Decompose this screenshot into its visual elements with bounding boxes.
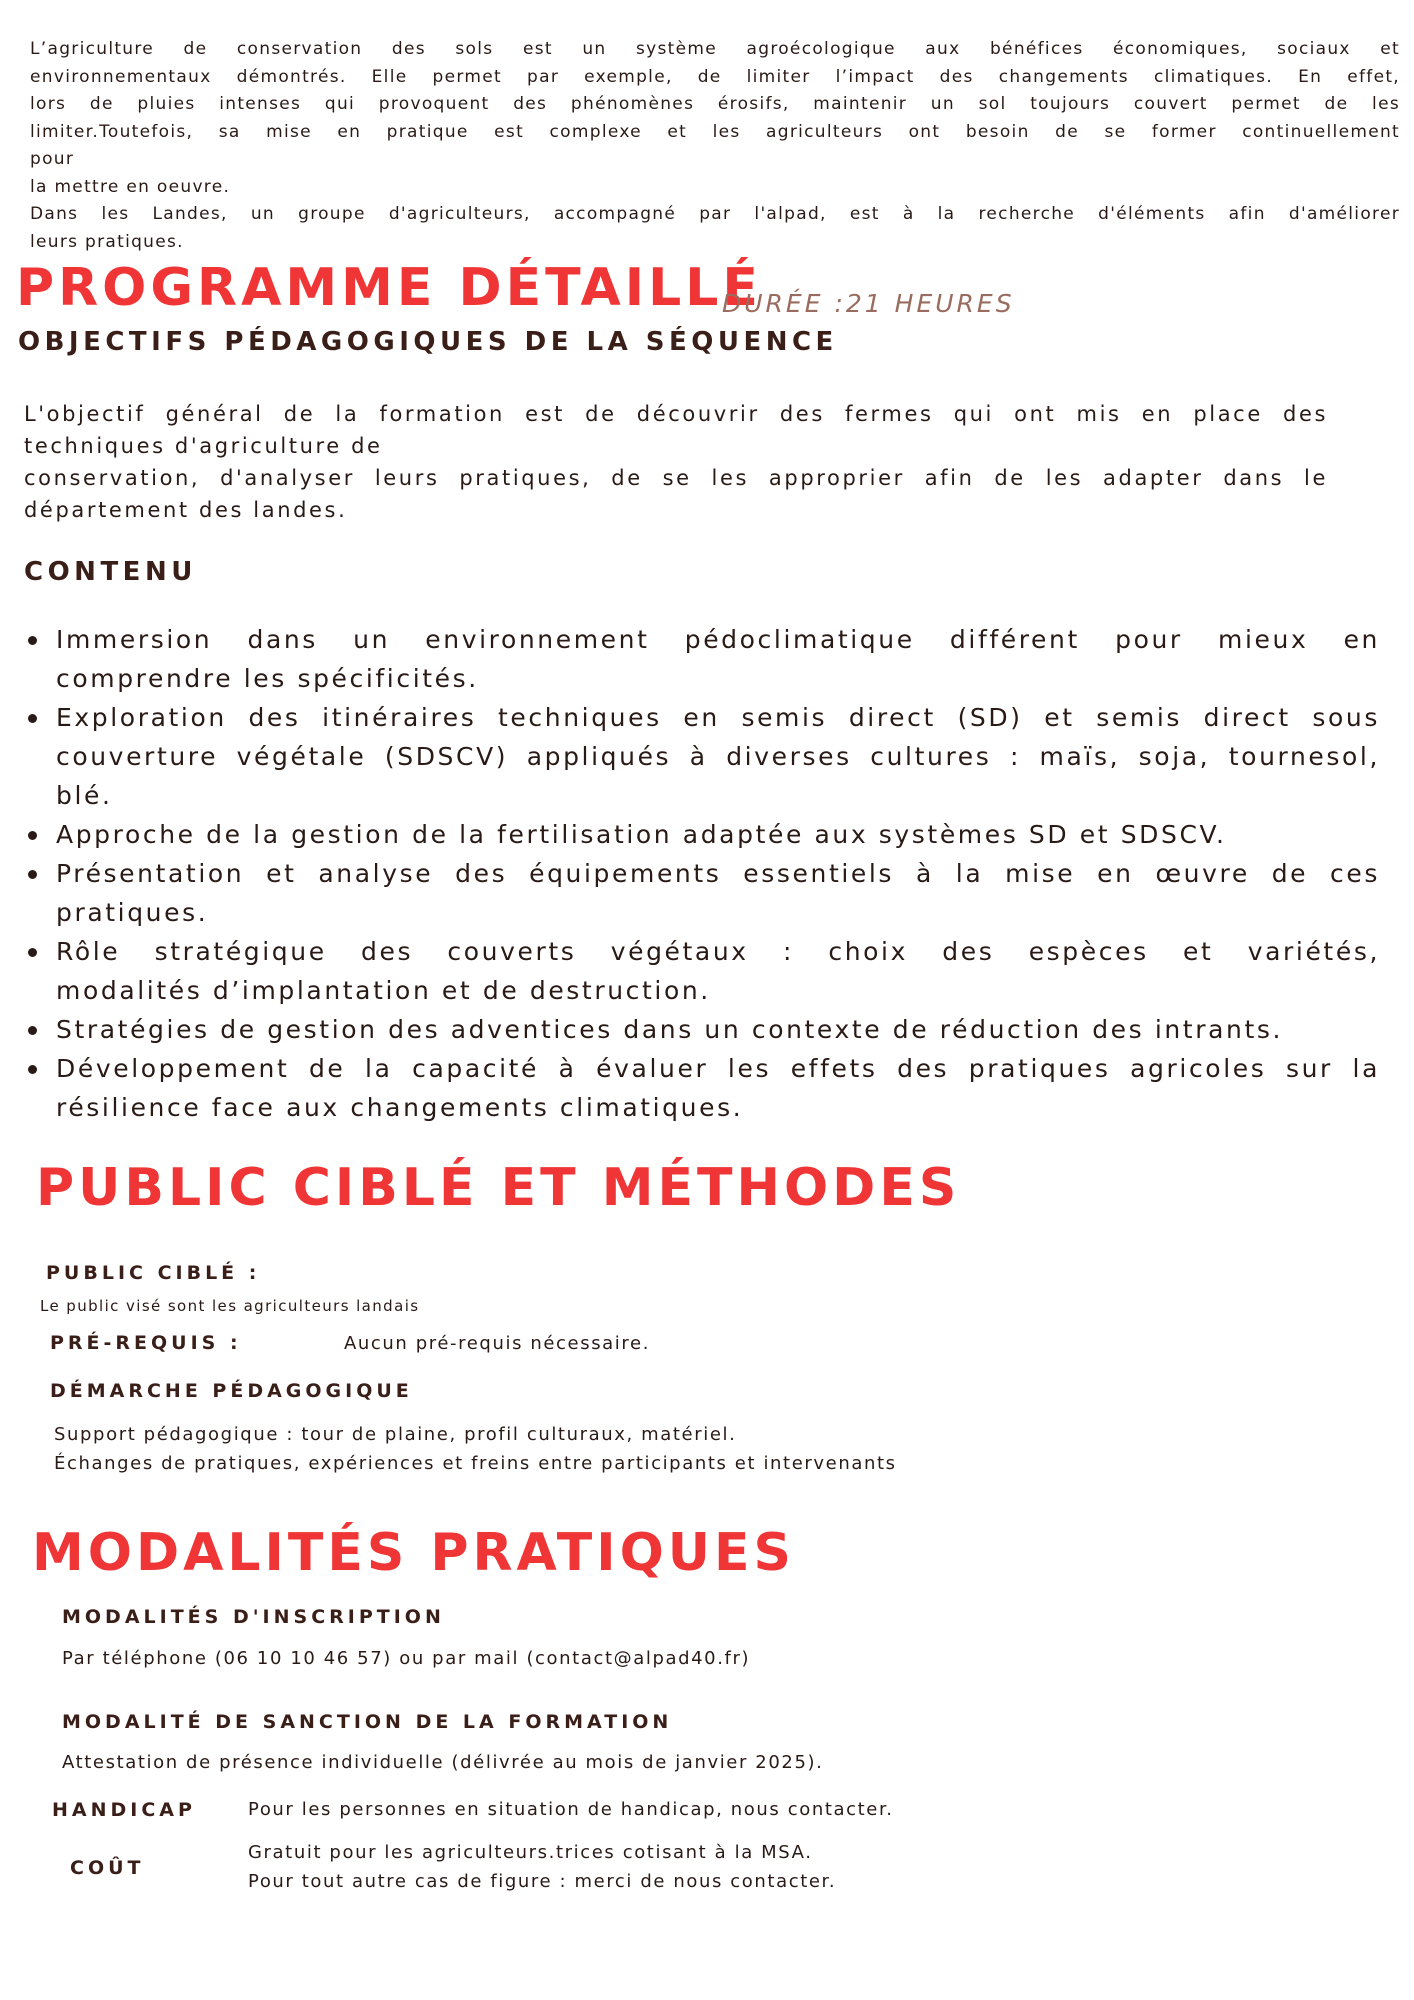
content-line: blé. <box>56 781 113 810</box>
content-item <box>24 854 1380 932</box>
content-item <box>24 932 1380 1010</box>
content-item <box>24 1049 1380 1127</box>
method-text <box>54 1420 897 1478</box>
content-line: Immersion dans un environnement pédoclimatique différent pour mieux en <box>56 625 1380 654</box>
intro-line: L’agriculture de conservation des sols est un système agroécologique aux bénéfices économiques, sociaux et <box>30 39 1400 59</box>
content-line: Stratégies de gestion des adventices dans un contexte de réduction des intrants. <box>56 1015 1284 1044</box>
content-item <box>24 620 1380 698</box>
content-line: Développement de la capacité à évaluer les effets des pratiques agricoles sur la <box>56 1054 1380 1083</box>
content-line: Exploration des itinéraires techniques en semis direct (SD) et semis direct sous <box>56 703 1380 732</box>
cout-label: COÛT <box>70 1857 145 1879</box>
intro-line: limiter.Toutefois, sa mise en pratique est complexe et les agriculteurs ont besoin de se former continuellement <box>30 121 1400 142</box>
inscription-text: Par téléphone (06 10 10 46 57) ou par mail (contact@alpad40.fr) <box>62 1648 751 1669</box>
intro-line: leurs pratiques. <box>30 231 184 252</box>
intro-line: lors de pluies intenses qui provoquent des phénomènes érosifs, maintenir un sol toujours couvert permet de les <box>30 94 1400 114</box>
intro-line: la mettre en oeuvre. <box>30 176 231 197</box>
objectives-line: techniques d'agriculture de <box>24 434 383 458</box>
content-line: Rôle stratégique des couverts végétaux : choix des espèces et variétés, <box>56 937 1380 966</box>
method-line: Support pédagogique : tour de plaine, profil culturaux, matériel. <box>54 1424 737 1445</box>
public-title: PUBLIC CIBLÉ ET MÉTHODES <box>36 1158 961 1218</box>
objectives-line: L'objectif général de la formation est de découvrir des fermes qui ont mis en place des <box>24 402 1328 426</box>
duration-label: DURÉE :21 HEURES <box>722 289 1015 318</box>
content-item <box>24 1010 1380 1049</box>
handicap-label: HANDICAP <box>52 1799 196 1821</box>
method-line: Échanges de pratiques, expériences et freins entre participants et intervenants <box>54 1453 897 1474</box>
prereq-label: PRÉ-REQUIS : <box>50 1332 242 1354</box>
sanction-label: MODALITÉ DE SANCTION DE LA FORMATION <box>62 1711 673 1733</box>
programme-title: PROGRAMME DÉTAILLÉ <box>16 258 762 318</box>
objectives-text <box>24 398 1328 526</box>
content-line: Présentation et analyse des équipements essentiels à la mise en œuvre de ces <box>56 859 1380 888</box>
target-label: PUBLIC CIBLÉ : <box>46 1262 261 1284</box>
inscription-label: MODALITÉS D'INSCRIPTION <box>62 1606 445 1628</box>
intro-line: Dans les Landes, un groupe d'agriculteurs, accompagné par l'alpad, est à la recherche d'éléments afin d'améliorer <box>30 204 1400 224</box>
intro-line: environnementaux démontrés. Elle permet par exemple, de limiter l’impact des changements climatiques. En effet, <box>30 66 1400 87</box>
intro-paragraph <box>30 36 1400 256</box>
content-list <box>24 620 1380 1127</box>
cout-text <box>248 1838 836 1896</box>
method-label: DÉMARCHE PÉDAGOGIQUE <box>50 1380 413 1402</box>
content-line: modalités d’implantation et de destruction. <box>56 976 711 1005</box>
content-line: résilience face aux changements climatiques. <box>56 1093 744 1122</box>
objectives-line: département des landes. <box>24 498 348 522</box>
cout-line: Pour tout autre cas de figure : merci de nous contacter. <box>248 1871 837 1892</box>
modalites-title: MODALITÉS PRATIQUES <box>32 1523 795 1583</box>
content-line: pratiques. <box>56 898 209 927</box>
content-line: couverture végétale (SDSCV) appliqués à diverses cultures : maïs, soja, tournesol, <box>56 742 1380 771</box>
objectives-line: conservation, d'analyser leurs pratiques, de se les approprier afin de les adapter dans le <box>24 466 1328 490</box>
target-text: Le public visé sont les agriculteurs landais <box>40 1297 420 1315</box>
content-line: Approche de la gestion de la fertilisation adaptée aux systèmes SD et SDSCV. <box>56 820 1227 849</box>
sanction-text: Attestation de présence individuelle (délivrée au mois de janvier 2025). <box>62 1752 824 1773</box>
prereq-text: Aucun pré-requis nécessaire. <box>344 1333 651 1354</box>
cout-line: Gratuit pour les agriculteurs.trices cotisant à la MSA. <box>248 1842 813 1863</box>
content-item <box>24 815 1380 854</box>
content-line: comprendre les spécificités. <box>56 664 479 693</box>
content-heading: CONTENU <box>24 557 197 587</box>
content-item <box>24 698 1380 815</box>
objectives-heading: OBJECTIFS PÉDAGOGIQUES DE LA SÉQUENCE <box>18 327 838 357</box>
handicap-text: Pour les personnes en situation de handicap, nous contacter. <box>248 1799 894 1820</box>
intro-line: pour <box>30 149 75 169</box>
